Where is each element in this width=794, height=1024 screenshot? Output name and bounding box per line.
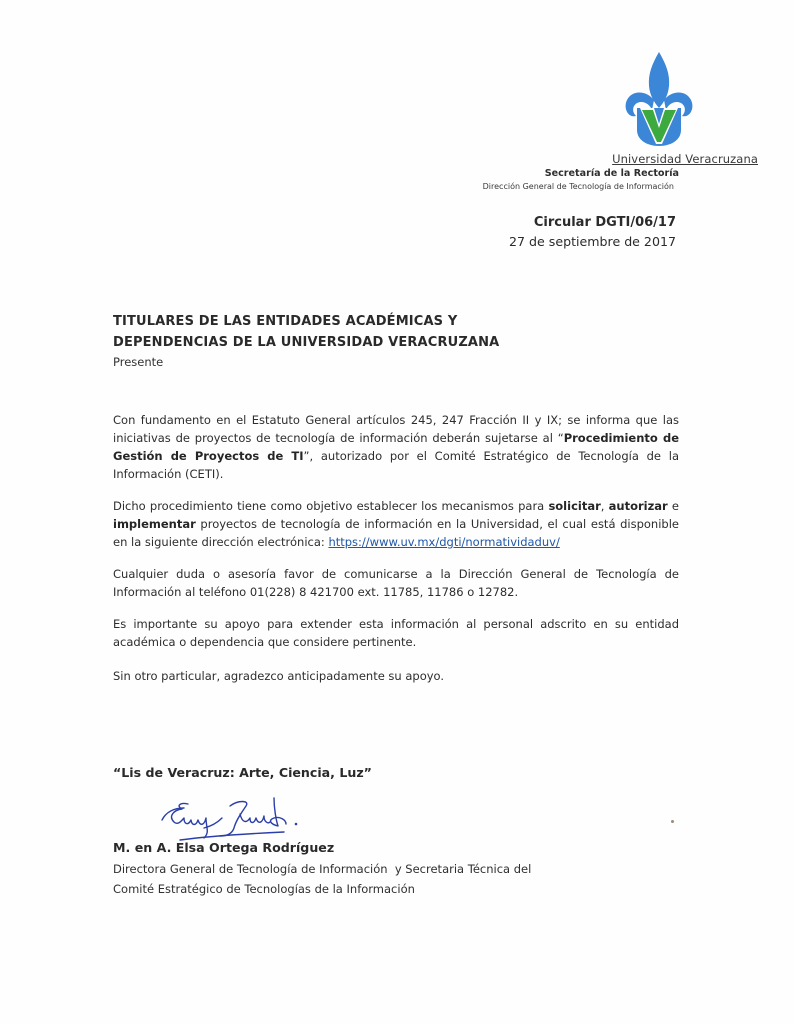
keyword-autorizar: autorizar [608, 499, 668, 513]
normatividad-link[interactable]: https://www.uv.mx/dgti/normatividaduv/ [328, 535, 560, 549]
keyword-implementar: implementar [113, 517, 196, 531]
paragraph-1 [113, 411, 679, 483]
circular-number: Circular DGTI/06/17 [533, 215, 676, 230]
institution-name: Universidad Veracruzana [612, 152, 758, 166]
signer-title-line-1: Directora General de Tecnología de Información y Secretaria Técnica del [113, 862, 532, 876]
paragraph-2-text-a: Dicho procedimiento tiene como objetivo establecer los mecanismos para [113, 499, 549, 513]
paragraph-4: Es importante su apoyo para extender esta información al personal adscrito en su entidad académica o dependencia que considere pertinente. [113, 617, 679, 649]
paragraph-5: Sin otro particular, agradezco anticipadamente su apoyo. [113, 669, 445, 683]
paragraph-1-text-b: ”, autorizado por el Comité Estratégico de Tecnología de la Información (CETI). [113, 449, 679, 481]
paragraph-2-text-b: , [600, 499, 609, 513]
paragraph-2-text-c: e [667, 499, 679, 513]
greeting: Presente [113, 355, 164, 369]
signature-icon [160, 792, 310, 842]
motto: “Lis de Veracruz: Arte, Ciencia, Luz” [113, 765, 372, 780]
document-date: 27 de septiembre de 2017 [509, 234, 676, 249]
universidad-veracruzana-logo-icon [624, 50, 694, 148]
addressee-line-1: TITULARES DE LAS ENTIDADES ACADÉMICAS Y [113, 314, 458, 329]
paragraph-1-text-a: Con fundamento en el Estatuto General artículos 245, 247 Fracción II y IX; se informa que las iniciativas de proyectos de tecnología de información deberán sujetarse al “ [113, 413, 679, 445]
signer-name: M. en A. Elsa Ortega Rodríguez [113, 840, 335, 855]
paragraph-2-text-d: proyectos de tecnología de información en la Universidad, el cual está disponible en la siguiente dirección electrónica: [113, 517, 679, 549]
procedure-name: Procedimiento de Gestión de Proyectos de TI [113, 431, 679, 463]
scan-speck [671, 820, 674, 823]
keyword-solicitar: solicitar [548, 499, 601, 513]
paragraph-3: Cualquier duda o asesoría favor de comunicarse a la Dirección General de Tecnología de Información al teléfono 01(228) 8 421700 ext. 11785, 11786 o 12782. [113, 567, 679, 599]
signer-title-line-2: Comité Estratégico de Tecnologías de la Información [113, 882, 415, 896]
addressee [113, 311, 499, 353]
secretaria-label: Secretaría de la Rectoría [544, 168, 679, 179]
addressee-line-2: DEPENDENCIAS DE LA UNIVERSIDAD VERACRUZANA [113, 335, 500, 350]
signer-title [113, 859, 531, 899]
direccion-label: Dirección General de Tecnología de Información [482, 182, 674, 191]
paragraph-2 [113, 497, 679, 551]
